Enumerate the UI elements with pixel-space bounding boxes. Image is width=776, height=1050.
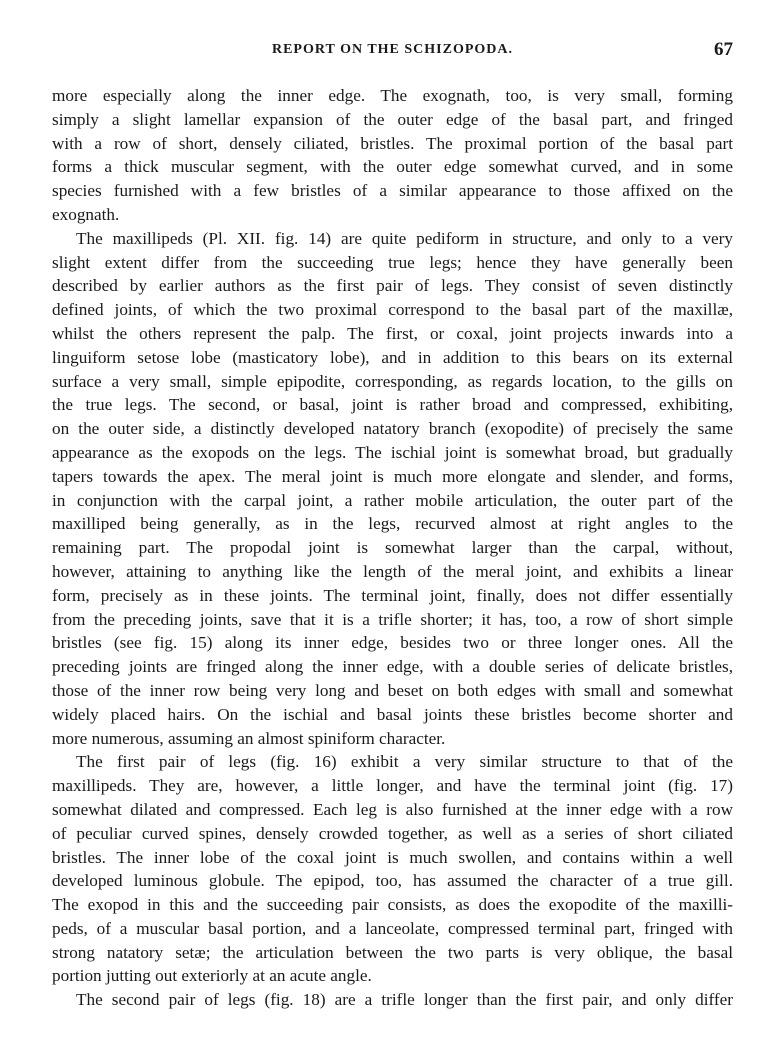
text-line: The maxillipeds (Pl. XII. fig. 14) are quite pediform in structure, and only to a very <box>76 228 733 248</box>
text-line: whilst the others represent the palp. The first, or coxal, joint projects inwards into a <box>52 323 733 343</box>
page-number: 67 <box>714 39 733 60</box>
paragraph <box>52 750 733 988</box>
running-title: REPORT ON THE SCHIZOPODA. <box>271 42 514 57</box>
text-line: with a row of short, densely ciliated, bristles. The proximal portion of the basal part <box>52 133 733 153</box>
text-line: slight extent differ from the succeeding true legs; hence they have generally been <box>52 252 733 272</box>
text-line: however, attaining to anything like the length of the meral joint, and exhibits a linear <box>52 561 733 581</box>
text-line: maxilliped being generally, as in the legs, recurved almost at right angles to the <box>52 514 733 534</box>
text-line: species furnished with a few bristles of a similar appearance to those affixed on the <box>52 181 733 201</box>
text-line: linguiform setose lobe (masticatory lobe), and in addition to this bears on its external <box>52 347 733 367</box>
text-line: exognath. <box>52 204 120 224</box>
text-line: simply a slight lamellar expansion of the outer edge of the basal part, and fringed <box>52 109 733 129</box>
text-line: remaining part. The propodal joint is somewhat larger than the carpal, without, <box>52 538 733 558</box>
text-line: appearance as the exopods on the legs. The ischial joint is somewhat broad, but gradually <box>52 442 733 462</box>
text-line: peds, of a muscular basal portion, and a lanceolate, compressed terminal part, fringed with <box>52 918 733 938</box>
text-line: The second pair of legs (fig. 18) are a trifle longer than the first pair, and only differ <box>76 990 733 1010</box>
text-line: in conjunction with the carpal joint, a rather mobile articulation, the outer part of the <box>52 490 733 510</box>
text-line: from the preceding joints, save that it is a trifle shorter; it has, too, a row of short simple <box>52 609 733 629</box>
text-line: described by earlier authors as the first pair of legs. They consist of seven distinctly <box>52 276 733 296</box>
text-line: The exopod in this and the succeeding pair consists, as does the exopodite of the maxilli- <box>52 895 733 915</box>
page-header <box>52 39 733 66</box>
page-body <box>52 84 733 1012</box>
text-line: those of the inner row being very long and beset on both edges with small and somewhat <box>52 680 733 700</box>
text-line: form, precisely as in these joints. The terminal joint, finally, does not differ essentially <box>52 585 733 605</box>
text-line: somewhat dilated and compressed. Each leg is also furnished at the inner edge with a row <box>52 799 733 819</box>
text-line: The first pair of legs (fig. 16) exhibit a very similar structure to that of the <box>76 752 733 772</box>
text-line: of peculiar curved spines, densely crowded together, as well as a series of short ciliated <box>52 823 733 843</box>
text-line: strong natatory setæ; the articulation between the two parts is very oblique, the basal <box>52 942 733 962</box>
text-line: surface a very small, simple epipodite, corresponding, as regards location, to the gills on <box>52 371 733 391</box>
text-line: preceding joints are fringed along the inner edge, with a double series of delicate bristles, <box>52 657 733 677</box>
text-line: widely placed hairs. On the ischial and basal joints these bristles become shorter and <box>52 704 733 724</box>
text-line: more especially along the inner edge. The exognath, too, is very small, forming <box>52 86 733 105</box>
text-line: bristles (see fig. 15) along its inner edge, besides two or three longer ones. All the <box>52 633 733 653</box>
text-line: more numerous, assuming an almost spiniform character. <box>52 728 446 748</box>
text-line: tapers towards the apex. The meral joint is much more elongate and slender, and forms, <box>52 466 733 486</box>
paragraph <box>52 227 733 751</box>
text-line: maxillipeds. They are, however, a little longer, and have the terminal joint (fig. 17) <box>52 776 733 796</box>
text-line: on the outer side, a distinctly developed natatory branch (exopodite) of precisely the same <box>52 419 733 439</box>
text-line: bristles. The inner lobe of the coxal joint is much swollen, and contains within a well <box>52 847 733 867</box>
text-line: forms a thick muscular segment, with the outer edge somewhat curved, and in some <box>52 157 733 177</box>
text-line: portion jutting out exteriorly at an acute angle. <box>52 966 372 986</box>
text-line: the true legs. The second, or basal, joint is rather broad and compressed, exhibiting, <box>52 395 733 415</box>
text-line: defined joints, of which the two proximal correspond to the basal part of the maxillæ, <box>52 300 733 320</box>
text-line: developed luminous globule. The epipod, too, has assumed the character of a true gill. <box>52 871 733 891</box>
paragraph <box>52 84 733 227</box>
paragraph <box>52 988 733 1012</box>
